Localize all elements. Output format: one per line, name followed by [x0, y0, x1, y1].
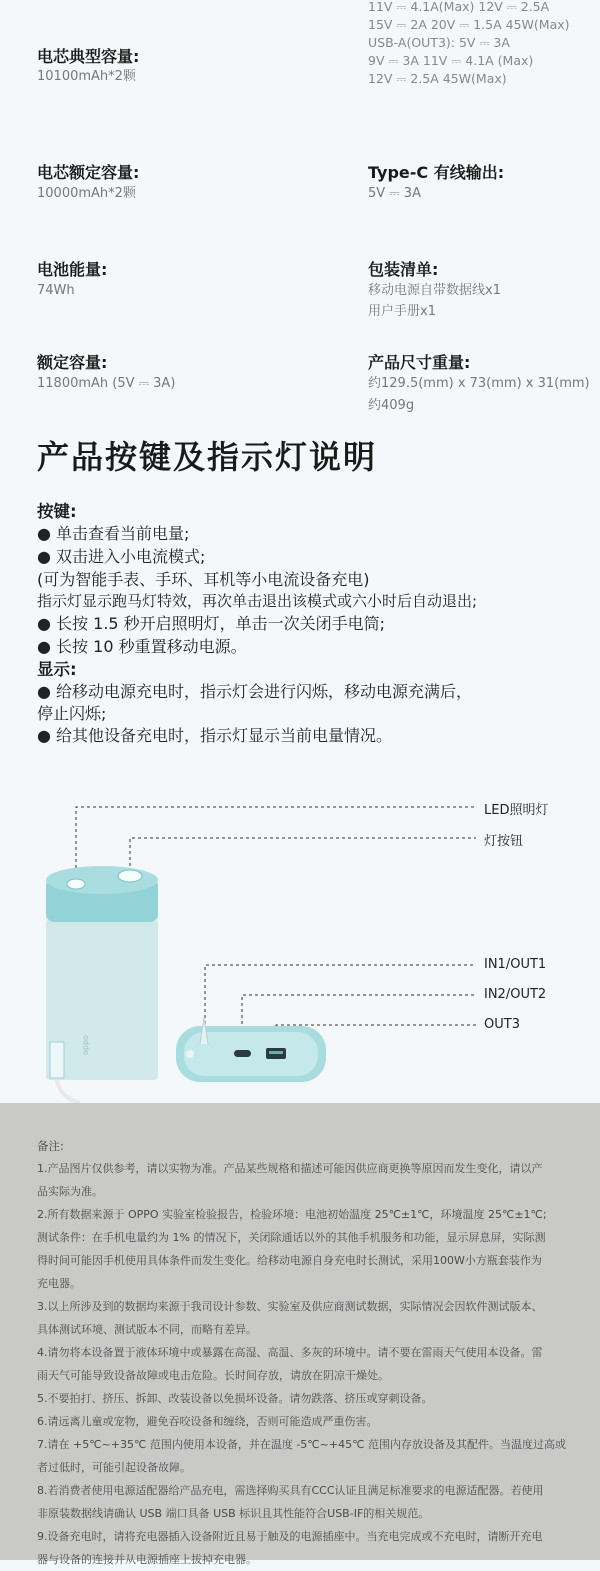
power-bank-ports — [176, 1018, 326, 1082]
rated-cell-capacity-value: 10000mAh*2颗 — [37, 186, 136, 201]
notes-title: 备注: — [37, 1139, 64, 1153]
note-line: 3.以上所涉及到的数据均来源于我司设计参数、实验室及供应商测试数据，实际情况会因软件测试版本、 — [37, 1300, 543, 1313]
in2-out2-callout: IN2/OUT2 — [484, 987, 547, 1002]
note-line: 9.设备充电时，请将充电器插入设备附近且易于触及的电源插座中。当充电完成或不充电时，请断开充电 — [37, 1530, 543, 1543]
display-line-1: ● 给移动电源充电时，指示灯会进行闪烁，移动电源充满后， — [37, 682, 473, 701]
typec-output-value: 5V ⎓ 3A — [368, 186, 421, 201]
key-line-5: ● 长按 1.5 秒开启照明灯，单击一次关闭手电筒; — [37, 614, 386, 633]
size-weight-label: 产品尺寸重量: — [368, 353, 471, 372]
notes-list — [37, 1157, 566, 1571]
display-line-3: ● 给其他设备充电时，指示灯显示当前电量情况。 — [37, 726, 393, 745]
led-callout: LED照明灯 — [484, 803, 549, 818]
out3-callout: OUT3 — [484, 1017, 520, 1032]
key-line-3: (可为智能手表、手环、耳机等小电流设备充电) — [37, 570, 370, 589]
package-label: 包装清单: — [368, 260, 439, 279]
usb-c-port — [234, 1050, 251, 1057]
note-line: 得时间可能因手机使用具体条件而发生变化。给移动电源自身充电时长测试，采用100W小方瓶套装作为 — [37, 1254, 542, 1267]
note-line: 品实际为准。 — [37, 1185, 103, 1198]
typical-capacity-value: 10100mAh*2颗 — [37, 69, 136, 84]
battery-energy-label: 电池能量: — [37, 260, 108, 279]
note-line: 测试条件：在手机电量约为 1% 的情况下，关闭除通话以外的其他手机服务和功能，显示屏息屏，实际测 — [37, 1231, 546, 1244]
notes-panel — [0, 1103, 600, 1566]
note-line: 6.请远离儿童或宠物，避免吞咬设备和缠绕，否则可能造成严重伤害。 — [37, 1415, 378, 1428]
rated-cell-capacity-label: 电芯额定容量: — [37, 163, 140, 182]
display-heading: 显示: — [37, 660, 77, 679]
note-line: 5.不要拍打、挤压、拆卸、改装设备以免损坏设备。请勿跌落、挤压或穿刺设备。 — [37, 1392, 433, 1405]
package-value-2: 用户手册x1 — [368, 304, 436, 319]
note-line: 1.产品图片仅供参考，请以实物为准。产品某些规格和描述可能因供应商更换等原因而发生变化，请以产 — [37, 1162, 543, 1175]
package-value-1: 移动电源自带数据线x1 — [368, 283, 501, 298]
note-line: 雨天气可能导致设备故障或电击危险。长时间存放，请放在阴凉干燥处。 — [37, 1369, 389, 1382]
button-leader-line — [130, 838, 476, 872]
in1-out1-callout: IN1/OUT1 — [484, 957, 547, 972]
rated-capacity-value: 11800mAh (5V ⎓ 3A) — [37, 376, 176, 391]
rated-capacity-label: 额定容量: — [37, 353, 108, 372]
note-line: 具体测试环境、测试版本不同，而略有差异。 — [37, 1323, 257, 1336]
key-line-1: ● 单击查看当前电量; — [37, 524, 190, 543]
note-line: 8.若消费者使用电源适配器给产品充电，需选择购买具有CCC认证且满足标准要求的电源适配器。若使用 — [37, 1484, 544, 1497]
output-spec-line-5: 12V ⎓ 2.5A 45W(Max) — [368, 71, 507, 86]
display-line-2: 停止闪烁; — [37, 704, 107, 723]
note-line: 2.所有数据来源于 OPPO 实验室检验报告，检验环境：电池初始温度 25℃±1℃，环境温度 25℃±1℃; — [37, 1208, 547, 1221]
size-weight-value-2: 约409g — [368, 398, 415, 413]
battery-energy-value: 74Wh — [37, 283, 75, 298]
output-spec-line-3: USB-A(OUT3): 5V ⎓ 3A — [368, 35, 510, 50]
output-spec-line-2: 15V ⎓ 2A 20V ⎓ 1.5A 45W(Max) — [368, 17, 570, 32]
note-line: 充电器。 — [37, 1277, 81, 1290]
light-button-callout: 灯按钮 — [484, 834, 524, 849]
in1-leader-line — [205, 965, 476, 1036]
typec-output-label: Type-C 有线输出: — [368, 163, 505, 182]
key-line-2: ● 双击进入小电流模式; — [37, 547, 206, 566]
note-line: 4.请勿将本设备置于液体环境中或暴露在高湿、高温、多灰的环境中。请不要在雷雨天气使用本设备。雷 — [37, 1346, 543, 1359]
note-line: 非原装数据线请确认 USB 端口具备 USB 标识且其性能符合USB-IF的相关规范。 — [37, 1507, 430, 1520]
note-line: 器与设备的连接并从电源插座上拔掉充电器。 — [37, 1553, 257, 1566]
power-bank-diagram — [0, 780, 600, 1103]
output-spec-line-4: 9V ⎓ 3A 11V ⎓ 4.1A (Max) — [368, 53, 534, 68]
size-weight-value-1: 约129.5(mm) x 73(mm) x 31(mm) — [368, 376, 590, 391]
svg-text:oppo: oppo — [81, 1035, 90, 1055]
note-line: 7.请在 +5℃~+35℃ 范围内使用本设备，并在温度 -5℃~+45℃ 范围内存放设备及其配件。当温度过高或 — [37, 1438, 566, 1451]
key-line-4: 指示灯显示跑马灯特效，再次单击退出该模式或六小时后自动退出; — [37, 592, 478, 610]
power-bank-front — [46, 866, 158, 1103]
output-spec-line-1: 11V ⎓ 4.1A(Max) 12V ⎓ 2.5A — [368, 0, 550, 14]
note-line: 者过低时，可能引起设备故障。 — [37, 1461, 191, 1474]
keys-heading: 按键: — [37, 502, 77, 521]
typical-capacity-label: 电芯典型容量: — [37, 47, 140, 66]
section-title: 产品按键及指示灯说明 — [37, 438, 378, 476]
key-line-6: ● 长按 10 秒重置移动电源。 — [37, 637, 247, 656]
